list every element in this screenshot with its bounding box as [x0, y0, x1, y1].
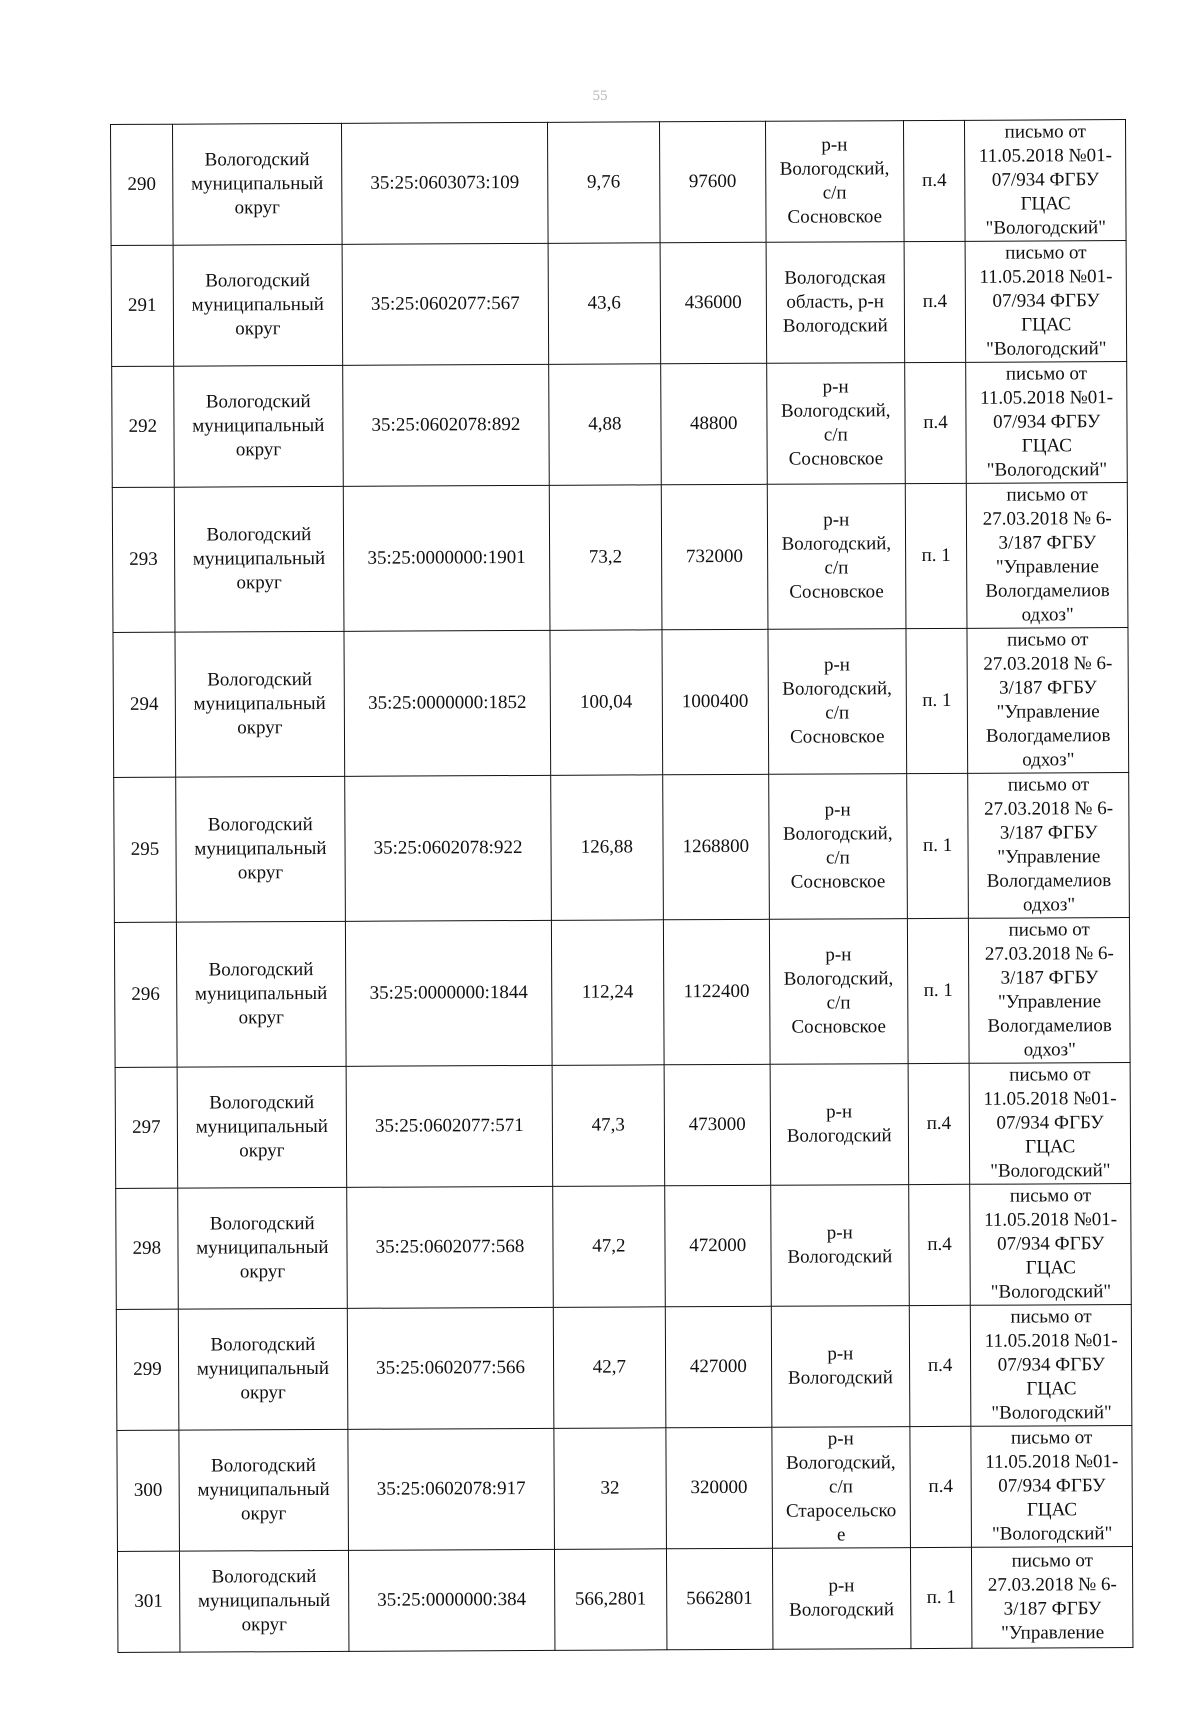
cadastral-number-cell: 35:25:0602077:567 — [342, 243, 549, 365]
location-cell: р-н Вологодский — [771, 1185, 909, 1307]
area-ha-cell: 42,7 — [553, 1307, 665, 1429]
row-number-cell: 298 — [116, 1188, 178, 1309]
area-m2-cell: 436000 — [660, 242, 767, 364]
clause-cell: п.4 — [909, 1305, 971, 1426]
area-m2-cell: 48800 — [660, 363, 767, 485]
area-m2-cell: 473000 — [664, 1064, 771, 1186]
source-letter-cell: письмо от 11.05.2018 №01- 07/934 ФГБУ ГЦАС "Вологодский" — [971, 1305, 1132, 1427]
owner-cell: Вологодский муниципальный округ — [174, 486, 344, 632]
area-m2-cell: 1000400 — [662, 629, 769, 775]
row-number-cell: 301 — [117, 1551, 179, 1652]
area-ha-cell: 47,3 — [552, 1065, 664, 1187]
location-cell: р-н Вологодский, с/п Сосновское — [769, 774, 907, 920]
table-row — [115, 1063, 1131, 1189]
table-row — [114, 918, 1130, 1068]
cadastral-number-cell: 35:25:0000000:1844 — [345, 920, 552, 1066]
owner-cell: Вологодский муниципальный округ — [177, 1066, 347, 1188]
row-number-cell: 297 — [115, 1067, 177, 1188]
table-row — [112, 362, 1128, 488]
clause-cell: п. 1 — [907, 918, 970, 1063]
row-number-cell: 300 — [117, 1430, 179, 1551]
location-cell: Вологодская область, р-н Вологодский — [766, 242, 904, 364]
cadastral-number-cell: 35:25:0602077:566 — [347, 1307, 554, 1429]
table-row — [117, 1547, 1132, 1653]
owner-cell: Вологодский муниципальный округ — [173, 365, 343, 487]
location-cell: р-н Вологодский, с/п Старосельско е — [772, 1427, 910, 1549]
location-cell: р-н Вологодский, с/п Сосновское — [767, 363, 905, 485]
owner-cell: Вологодский муниципальный округ — [178, 1308, 348, 1430]
area-m2-cell: 472000 — [664, 1185, 771, 1307]
row-number-cell: 293 — [112, 487, 175, 632]
cadastral-number-cell: 35:25:0602077:568 — [347, 1186, 554, 1308]
area-ha-cell: 9,76 — [547, 122, 659, 244]
row-number-cell: 291 — [111, 245, 173, 366]
owner-cell: Вологодский муниципальный округ — [175, 776, 345, 922]
clause-cell: п. 1 — [906, 628, 969, 773]
location-cell: р-н Вологодский — [770, 1064, 908, 1186]
clause-cell: п.4 — [908, 1063, 970, 1184]
cadastral-number-cell: 35:25:0602078:922 — [345, 775, 552, 921]
area-m2-cell: 1122400 — [663, 919, 770, 1065]
location-cell: р-н Вологодский, с/п Сосновское — [767, 484, 905, 630]
location-cell: р-н Вологодский — [772, 1548, 910, 1650]
area-ha-cell: 112,24 — [551, 920, 663, 1066]
cadastral-number-cell: 35:25:0602078:892 — [343, 364, 550, 486]
clause-cell: п.4 — [910, 1426, 972, 1547]
row-number-cell: 295 — [114, 777, 177, 922]
source-letter-cell: письмо от 27.03.2018 № 6- 3/187 ФГБУ "Управление Вологдамелиов одхоз" — [967, 483, 1128, 629]
location-cell: р-н Вологодский, с/п Сосновское — [765, 121, 903, 243]
table-row — [116, 1184, 1132, 1310]
cadastral-number-cell: 35:25:0602078:917 — [348, 1428, 555, 1550]
area-ha-cell: 126,88 — [551, 775, 663, 921]
clause-cell: п. 1 — [906, 773, 969, 918]
location-cell: р-н Вологодский, с/п Сосновское — [768, 629, 906, 775]
table-row — [116, 1305, 1132, 1431]
table-row — [113, 628, 1129, 778]
source-letter-cell: письмо от 27.03.2018 № 6- 3/187 ФГБУ "Управление Вологдамелиов одхоз" — [967, 628, 1128, 774]
area-m2-cell: 320000 — [666, 1427, 773, 1549]
area-ha-cell: 43,6 — [548, 243, 660, 365]
clause-cell: п.4 — [903, 120, 965, 241]
clause-cell: п.4 — [908, 1184, 970, 1305]
area-m2-cell: 97600 — [659, 121, 766, 243]
area-ha-cell: 73,2 — [549, 485, 661, 631]
area-ha-cell: 4,88 — [549, 364, 661, 486]
cadastral-number-cell: 35:25:0000000:1901 — [343, 485, 550, 631]
row-number-cell: 292 — [112, 366, 174, 487]
cadastral-number-cell: 35:25:0000000:1852 — [344, 630, 551, 776]
cadastral-number-cell: 35:25:0603073:109 — [341, 122, 548, 244]
cadastral-number-cell: 35:25:0000000:384 — [348, 1549, 555, 1651]
table-body — [111, 120, 1133, 1653]
row-number-cell: 296 — [114, 922, 177, 1067]
area-ha-cell: 100,04 — [550, 630, 662, 776]
area-ha-cell: 566,2801 — [554, 1549, 666, 1651]
owner-cell: Вологодский муниципальный округ — [177, 1187, 347, 1309]
source-letter-cell: письмо от 11.05.2018 №01- 07/934 ФГБУ ГЦАС "Вологодский" — [970, 1063, 1131, 1185]
area-m2-cell: 1268800 — [662, 774, 769, 920]
source-letter-cell: письмо от 11.05.2018 №01- 07/934 ФГБУ ГЦАС "Вологодский" — [971, 1426, 1132, 1548]
row-number-cell: 294 — [113, 632, 176, 777]
owner-cell: Вологодский муниципальный округ — [173, 244, 343, 366]
owner-cell: Вологодский муниципальный округ — [179, 1429, 349, 1551]
land-plots-table — [110, 119, 1133, 1653]
area-ha-cell: 47,2 — [553, 1186, 665, 1308]
owner-cell: Вологодский муниципальный округ — [175, 631, 345, 777]
source-letter-cell: письмо от 27.03.2018 № 6- 3/187 ФГБУ "Управление Вологдамелиов одхоз" — [968, 773, 1129, 919]
table-row — [112, 483, 1128, 633]
location-cell: р-н Вологодский — [771, 1306, 909, 1428]
clause-cell: п. 1 — [910, 1547, 972, 1648]
source-letter-cell: письмо от 11.05.2018 №01- 07/934 ФГБУ ГЦАС "Вологодский" — [965, 120, 1126, 242]
clause-cell: п. 1 — [905, 483, 968, 628]
source-letter-cell: письмо от 11.05.2018 №01- 07/934 ФГБУ ГЦАС "Вологодский" — [966, 241, 1127, 363]
location-cell: р-н Вологодский, с/п Сосновское — [769, 919, 907, 1065]
owner-cell: Вологодский муниципальный округ — [176, 921, 346, 1067]
area-m2-cell: 732000 — [661, 484, 768, 630]
table-row — [111, 241, 1127, 367]
source-letter-cell: письмо от 27.03.2018 № 6- 3/187 ФГБУ "Управление — [972, 1547, 1133, 1649]
clause-cell: п.4 — [904, 362, 966, 483]
table-row — [117, 1426, 1133, 1552]
row-number-cell: 299 — [116, 1309, 178, 1430]
source-letter-cell: письмо от 11.05.2018 №01- 07/934 ФГБУ ГЦАС "Вологодский" — [970, 1184, 1131, 1306]
clause-cell: п.4 — [904, 241, 966, 362]
cadastral-number-cell: 35:25:0602077:571 — [346, 1065, 553, 1187]
area-m2-cell: 5662801 — [666, 1548, 773, 1650]
table-row — [114, 773, 1130, 923]
page-number: 55 — [592, 88, 608, 104]
source-letter-cell: письмо от 11.05.2018 №01- 07/934 ФГБУ ГЦАС "Вологодский" — [966, 362, 1127, 484]
row-number-cell: 290 — [111, 124, 173, 245]
source-letter-cell: письмо от 27.03.2018 № 6- 3/187 ФГБУ "Управление Вологдамелиов одхоз" — [969, 918, 1130, 1064]
area-ha-cell: 32 — [554, 1428, 666, 1550]
owner-cell: Вологодский муниципальный округ — [179, 1550, 349, 1652]
area-m2-cell: 427000 — [665, 1306, 772, 1428]
owner-cell: Вологодский муниципальный округ — [172, 123, 342, 245]
table-row — [111, 120, 1127, 246]
